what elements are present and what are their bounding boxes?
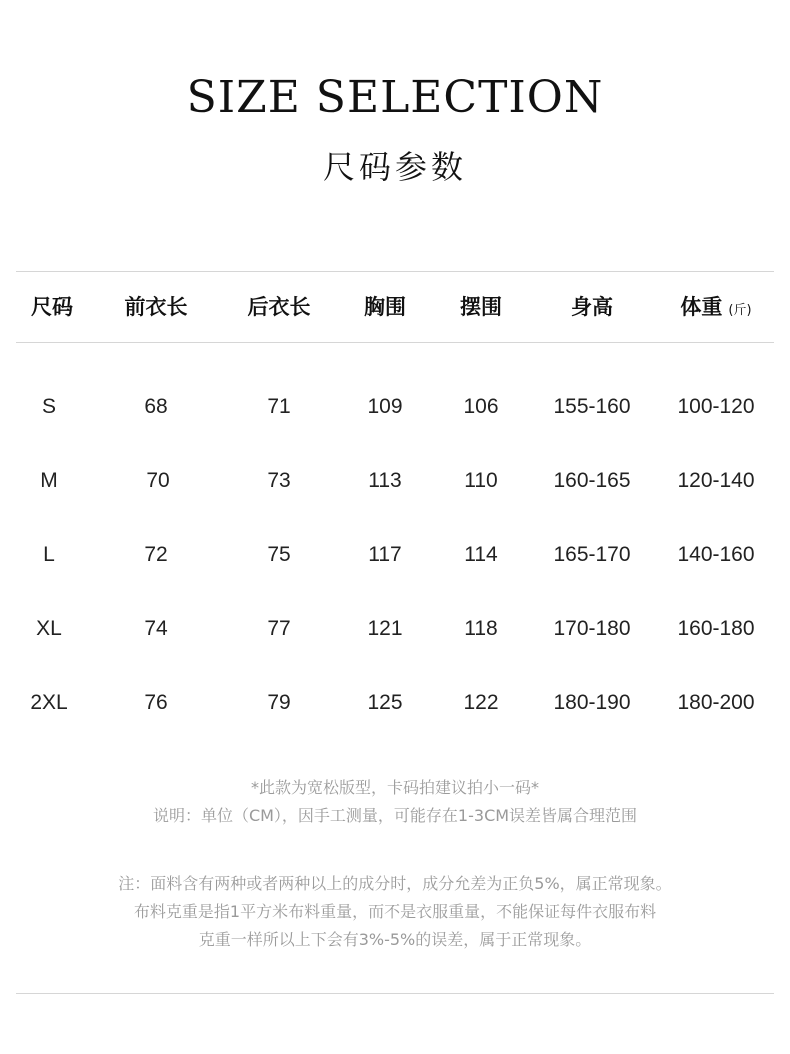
cell-back-length: 75 (267, 543, 291, 566)
cell-height: 155-160 (553, 395, 631, 418)
fabric-note-line: 布料克重是指1平方米布料重量，而不是衣服重量，不能保证每件衣服布料 (133, 902, 657, 921)
header-size: 尺码 (31, 295, 73, 319)
cell-hem: 114 (464, 543, 498, 566)
cell-front-length: 76 (144, 691, 168, 714)
size-table (0, 370, 790, 740)
page-subtitle: 尺码参数 (322, 148, 467, 186)
cell-height: 170-180 (553, 617, 631, 640)
cell-hem: 110 (464, 469, 498, 492)
page-title: SIZE SELECTION (186, 72, 604, 123)
table-header (0, 272, 790, 342)
cell-chest: 117 (368, 543, 402, 566)
cell-front-length: 70 (146, 469, 170, 492)
cell-height: 160-165 (553, 469, 631, 492)
measurement-note-line: 说明：单位（CM），因手工测量，可能存在1-3CM误差皆属合理范围 (152, 806, 638, 825)
cell-weight: 160-180 (677, 617, 755, 640)
header-weight-unit: (斤) (728, 303, 752, 318)
cell-hem: 122 (463, 691, 499, 714)
cell-size: S (41, 395, 57, 418)
cell-chest: 121 (367, 617, 403, 640)
footer-divider (16, 993, 774, 994)
fit-notes (0, 774, 790, 830)
cell-weight: 100-120 (677, 395, 755, 418)
table-row (0, 370, 790, 444)
fit-note-line: *此款为宽松版型，卡码拍建议拍小一码* (250, 778, 539, 797)
fabric-note-line: 注：面料含有两种或者两种以上的成分时，成分允差为正负5%，属正常现象。 (118, 874, 672, 893)
cell-chest: 113 (368, 469, 402, 492)
cell-size: M (40, 469, 58, 492)
header-hem: 摆围 (460, 295, 502, 319)
table-row (0, 444, 790, 518)
cell-hem: 106 (463, 395, 499, 418)
cell-front-length: 68 (144, 395, 168, 418)
cell-back-length: 79 (267, 691, 291, 714)
cell-size: XL (36, 617, 62, 640)
cell-chest: 125 (367, 691, 403, 714)
table-row (0, 666, 790, 740)
header-bottom-divider (16, 342, 774, 343)
cell-back-length: 77 (267, 617, 291, 640)
header-weight (680, 272, 751, 346)
cell-size: L (43, 543, 55, 566)
cell-front-length: 72 (144, 543, 168, 566)
cell-back-length: 73 (267, 469, 291, 492)
header-weight-label: 体重 (680, 295, 723, 319)
cell-front-length: 74 (144, 617, 168, 640)
table-row (0, 592, 790, 666)
cell-weight: 140-160 (677, 543, 755, 566)
cell-height: 165-170 (553, 543, 631, 566)
cell-weight: 180-200 (677, 691, 755, 714)
cell-back-length: 71 (267, 395, 291, 418)
header-front-length: 前衣长 (124, 295, 188, 319)
header-chest: 胸围 (364, 295, 406, 319)
fabric-notes (0, 870, 790, 954)
table-row (0, 518, 790, 592)
header-height: 身高 (571, 295, 613, 319)
cell-chest: 109 (367, 395, 403, 418)
cell-weight: 120-140 (677, 469, 755, 492)
cell-size: 2XL (30, 691, 68, 714)
cell-hem: 118 (464, 617, 498, 640)
fabric-note-line: 克重一样所以上下会有3%-5%的误差，属于正常现象。 (198, 930, 592, 949)
header-back-length: 后衣长 (247, 295, 311, 319)
cell-height: 180-190 (553, 691, 631, 714)
